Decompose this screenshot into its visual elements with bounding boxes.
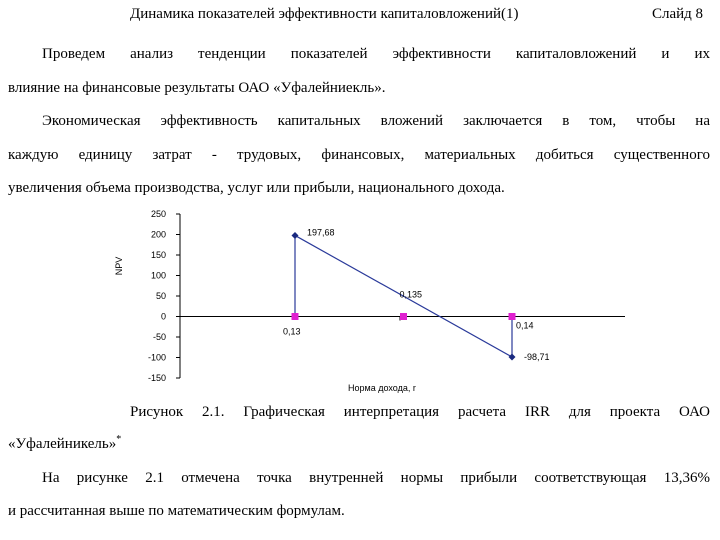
slide-number: Слайд 8 [652,6,704,22]
npv-point-low [509,353,516,360]
label-x-mid: 0,135 [399,289,423,300]
x-axis-label: Норма дохода, r [348,383,416,393]
zero-crossing-marker [292,313,299,320]
closing-line-1: На рисунке 2.1 отмечена точка внутренней нормы прибыли соответствующая 13,36% [42,470,710,486]
y-tick-label: 50 [155,291,166,301]
zero-crossing-marker [400,313,407,320]
closing-line-2: и рассчитанная выше по математическим формулам. [8,503,345,519]
label-x-right: 0,14 [516,320,534,331]
y-tick-label: 250 [150,209,166,219]
y-tick-label: 150 [150,250,166,260]
plot-area [283,227,550,362]
page-title: Динамика показателей эффективности капиталовложений(1) [130,6,519,22]
label-top-value: 197,68 [307,227,335,238]
y-tick-label: 100 [150,270,166,281]
irr-chart [100,204,640,400]
y-axis-label: NPV [114,256,124,276]
zero-crossing-marker [509,313,516,320]
caption-company: «Уфалейникель» [8,436,117,452]
y-tick-label: -150 [147,373,166,383]
figure-caption-line-1: Рисунок 2.1. Графическая интерпретация расчета IRR для проекта ОАО [130,404,710,420]
paragraph-2-line-1: Экономическая эффективность капитальных вложений заключается в том, чтобы на [42,113,710,129]
npv-point-high [292,232,299,239]
paragraph-1-line-1: Проведем анализ тенденции показателей эффективности капиталовложений и их [42,46,710,62]
paragraph-2-line-2: каждую единицу затрат - трудовых, финансовых, материальных добиться существенного [8,147,710,163]
y-tick-label: 200 [150,229,166,240]
label-x-left: 0,13 [283,326,301,337]
paragraph-2-line-3: увеличения объема производства, услуг или прибыли, национального дохода. [8,180,505,196]
paragraph-1-line-2: влияние на финансовые результаты ОАО «Уфалейниекль». [8,80,386,96]
y-tick-label: -50 [152,332,166,342]
figure-caption-line-2 [8,436,121,453]
footnote-mark: * [116,434,122,445]
label-bottom-value: -98,71 [524,351,550,362]
y-tick-label: 0 [160,311,166,322]
y-tick-label: -100 [147,352,166,363]
